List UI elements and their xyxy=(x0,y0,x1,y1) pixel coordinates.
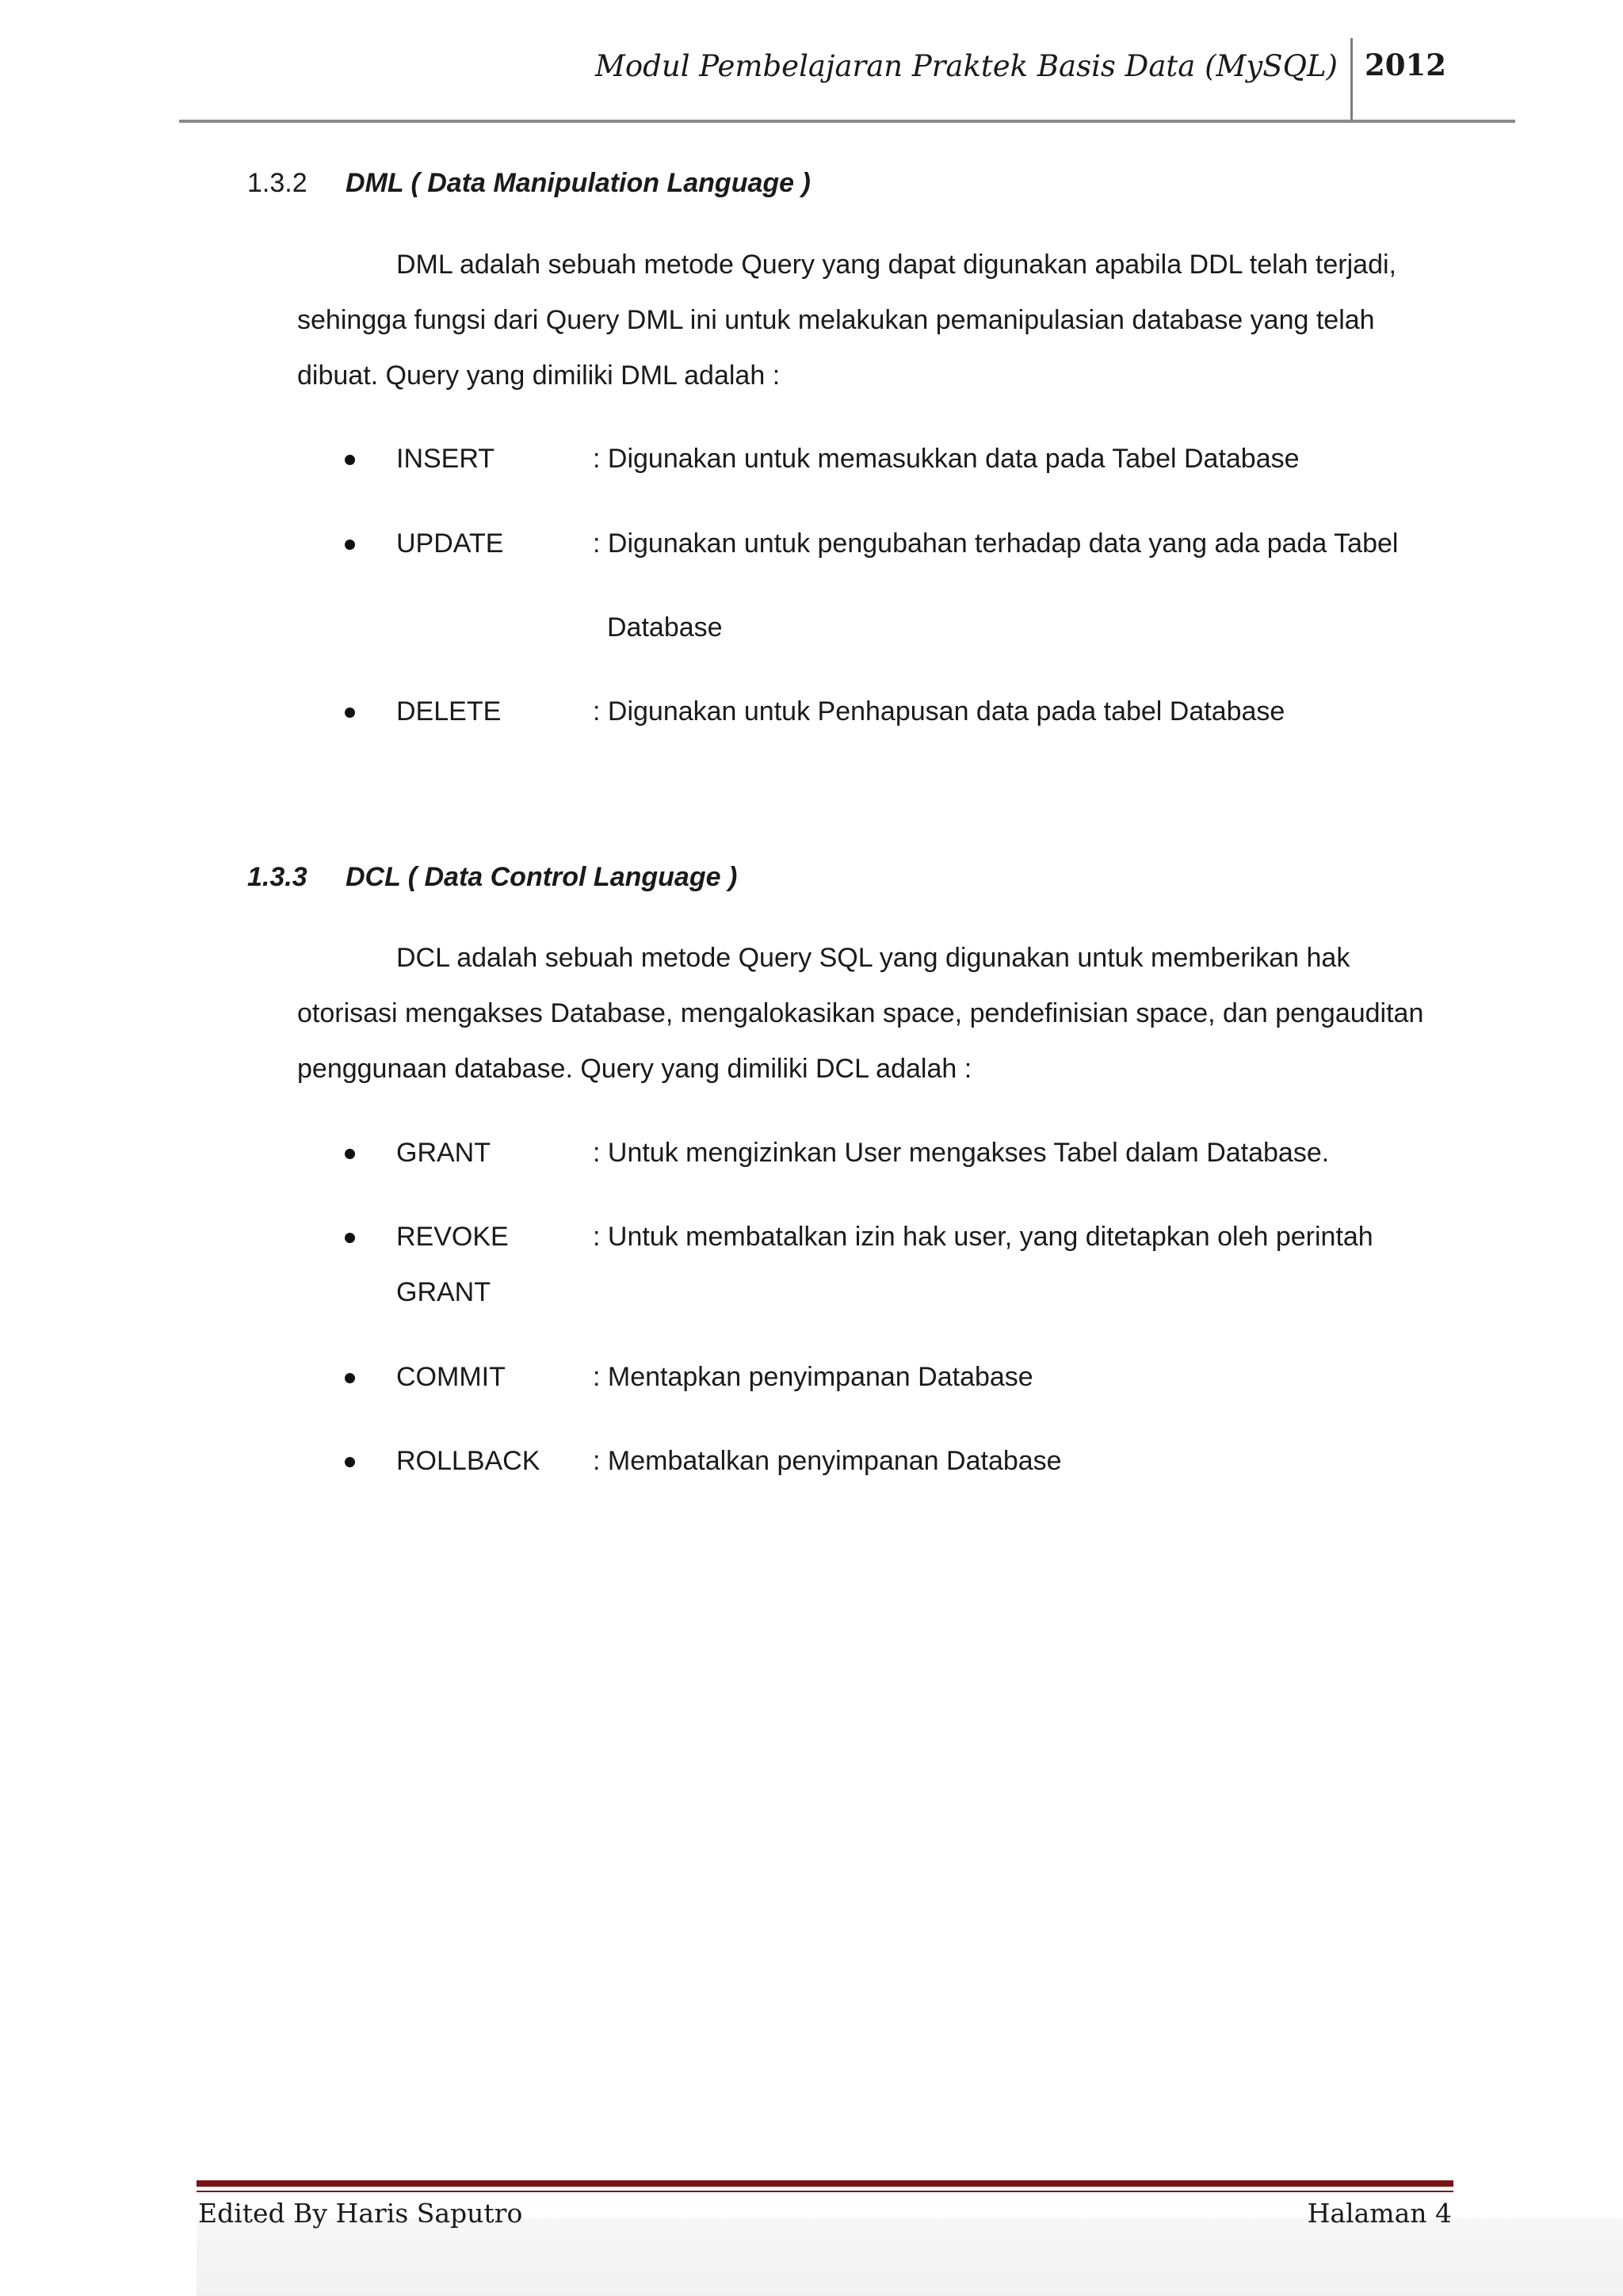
dcl-paragraph-line: otorisasi mengakses Database, mengalokasikan space, pendefinisian space, dan pengauditan xyxy=(297,998,1424,1028)
bullet-icon xyxy=(345,1149,355,1159)
dml-item-desc-cont: Database xyxy=(607,612,723,643)
dml-item-term: INSERT xyxy=(396,444,495,474)
dml-item-desc: : Digunakan untuk memasukkan data pada Tabel Database xyxy=(593,444,1300,474)
footer-rule-thin xyxy=(197,2191,1453,2192)
dml-item-desc: : Digunakan untuk Penhapusan data pada tabel Database xyxy=(593,696,1285,727)
bullet-icon xyxy=(345,1233,355,1243)
dcl-section-title: DCL ( Data Control Language ) xyxy=(346,862,738,892)
dml-item-term: DELETE xyxy=(396,696,502,727)
dcl-item-desc: : Untuk mengizinkan User mengakses Tabel dalam Database. xyxy=(593,1138,1330,1168)
dml-paragraph-line: DML adalah sebuah metode Query yang dapat digunakan apabila DDL telah terjadi, xyxy=(396,250,1396,280)
footer-rule xyxy=(197,2180,1453,2187)
footer-author: Edited By Haris Saputro xyxy=(198,2198,523,2229)
footer-page-number: Halaman 4 xyxy=(1307,2198,1452,2229)
dcl-item-term-cont: GRANT xyxy=(396,1277,491,1307)
dml-section-number: 1.3.2 xyxy=(247,168,307,198)
dcl-item-term: ROLLBACK xyxy=(396,1446,540,1476)
header-year: 2012 xyxy=(1365,48,1446,82)
dml-item-term: UPDATE xyxy=(396,528,504,559)
dml-paragraph-line: dibuat. Query yang dimiliki DML adalah : xyxy=(297,360,781,391)
dcl-paragraph-line: DCL adalah sebuah metode Query SQL yang digunakan untuk memberikan hak xyxy=(396,943,1350,973)
bullet-icon xyxy=(345,540,355,550)
dml-paragraph-line: sehingga fungsi dari Query DML ini untuk melakukan pemanipulasian database yang telah xyxy=(297,305,1375,335)
header-title: Modul Pembelajaran Praktek Basis Data (MySQL) xyxy=(595,49,1338,83)
dcl-item-desc: : Mentapkan penyimpanan Database xyxy=(593,1362,1033,1392)
dcl-item-term: COMMIT xyxy=(396,1362,506,1392)
bullet-icon xyxy=(345,455,355,465)
dcl-item-desc: : Membatalkan penyimpanan Database xyxy=(593,1446,1062,1476)
dcl-item-term: REVOKE xyxy=(396,1222,509,1252)
dcl-section-number: 1.3.3 xyxy=(247,862,307,892)
bullet-icon xyxy=(345,707,355,718)
dcl-paragraph-line: penggunaan database. Query yang dimiliki DCL adalah : xyxy=(297,1054,972,1084)
dml-section-title: DML ( Data Manipulation Language ) xyxy=(346,168,811,198)
bullet-icon xyxy=(345,1373,355,1383)
bullet-icon xyxy=(345,1457,355,1467)
footer-shade xyxy=(197,2218,1623,2296)
dml-item-desc: : Digunakan untuk pengubahan terhadap data yang ada pada Tabel xyxy=(593,528,1399,559)
header-divider xyxy=(1350,38,1353,122)
dcl-item-term: GRANT xyxy=(396,1138,491,1168)
dcl-item-desc: : Untuk membatalkan izin hak user, yang ditetapkan oleh perintah xyxy=(593,1222,1373,1252)
header-rule xyxy=(179,120,1515,123)
